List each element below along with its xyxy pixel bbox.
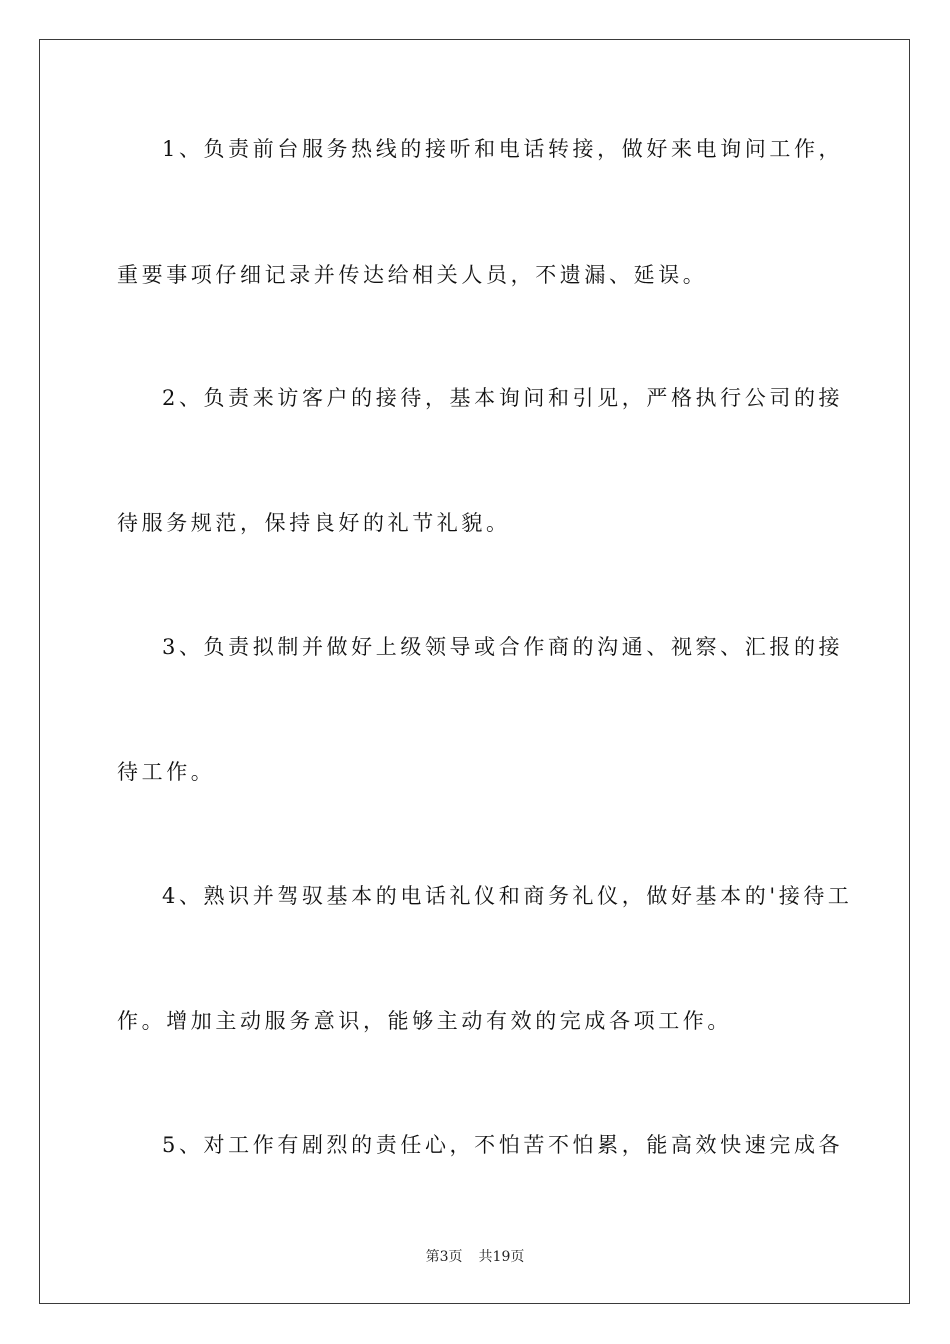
page-total: 共19页 [478, 1249, 525, 1265]
page-border [39, 39, 910, 1304]
page-number: 第3页 [425, 1249, 463, 1265]
paragraph-1-line-1: 1、负责前台服务热线的接听和电话转接，做好来电询问工作， [162, 137, 844, 161]
paragraph-5-line-1: 5、对工作有剧烈的责任心，不怕苦不怕累，能高效快速完成各 [162, 1133, 844, 1157]
paragraph-2-line-2: 待服务规范，保持良好的礼节礼貌。 [117, 511, 511, 535]
paragraph-3-line-2: 待工作。 [117, 760, 216, 784]
paragraph-1-line-2: 重要事项仔细记录并传达给相关人员，不遗漏、延误。 [117, 263, 708, 287]
paragraph-4-line-2: 作。增加主动服务意识，能够主动有效的完成各项工作。 [117, 1009, 732, 1033]
paragraph-2-line-1: 2、负责来访客户的接待，基本询问和引见，严格执行公司的接 [162, 386, 844, 410]
paragraph-4-line-1: 4、熟识并驾驭基本的电话礼仪和商务礼仪，做好基本的'接待工 [162, 884, 853, 908]
page-footer [0, 1248, 950, 1266]
paragraph-3-line-1: 3、负责拟制并做好上级领导或合作商的沟通、视察、汇报的接 [162, 635, 844, 659]
